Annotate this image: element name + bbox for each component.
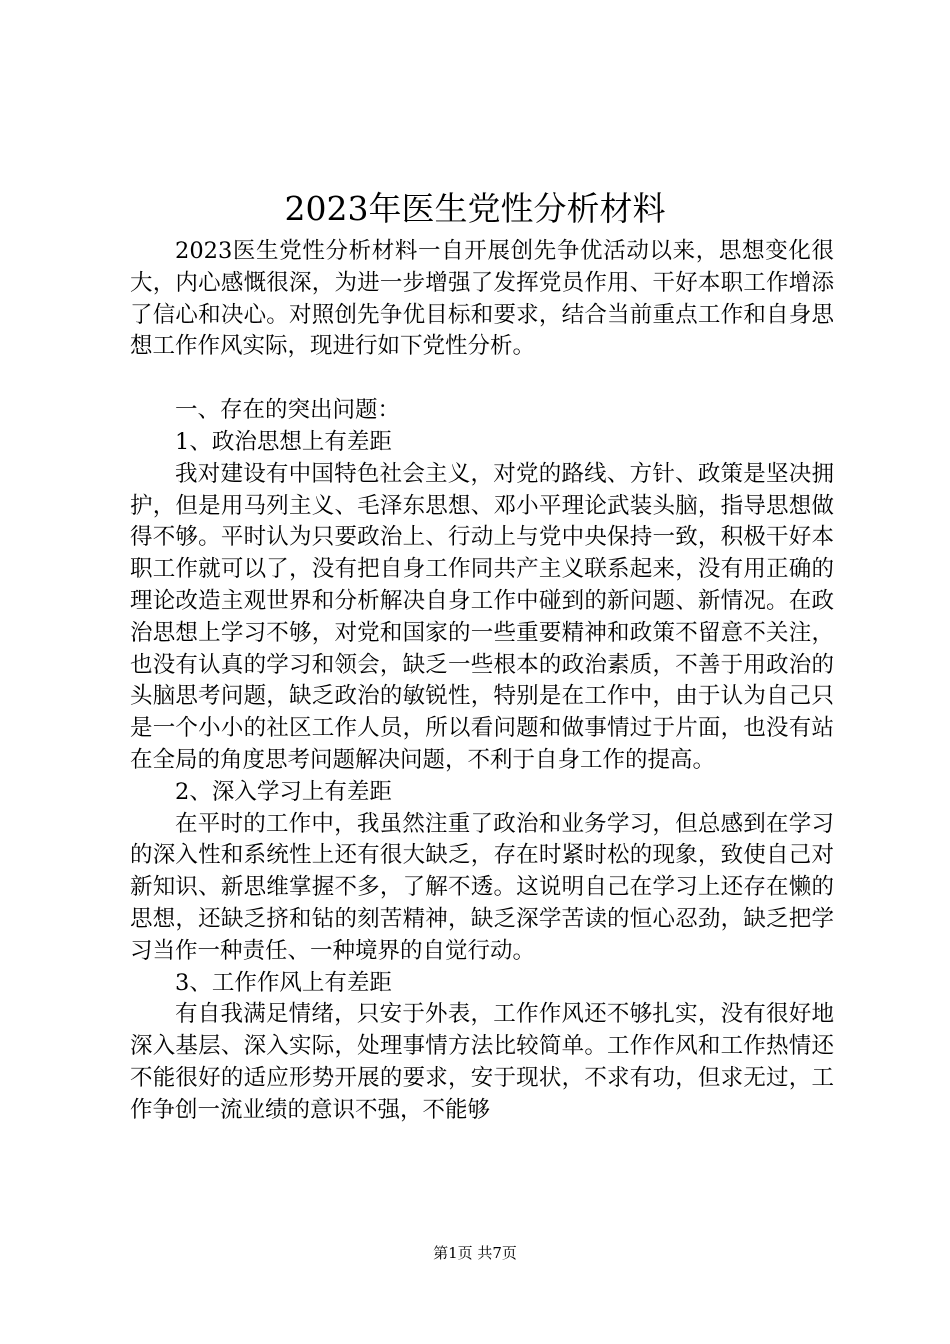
paragraph-deep-study: 在平时的工作中，我虽然注重了政治和业务学习，但总感到在学习的深入性和系统性上还有很大缺乏，存在时紧时松的现象，致使自己对新知识、新思维掌握不多，了解不透。这说明自己在学习上还存在懒的思想，还缺乏挤和钻的刻苦精神，缺乏深学苦读的恒心忍劲，缺乏把学习当作一种责任、一种境界的自觉行动。 bbox=[130, 810, 834, 964]
document-body bbox=[130, 236, 834, 1127]
intro-paragraph: 2023医生党性分析材料一自开展创先争优活动以来，思想变化很大，内心感慨很深，为进一步增强了发挥党员作用、干好本职工作增添了信心和决心。对照创先争优目标和要求，结合当前重点工作和自身思想工作作风实际，现进行如下党性分析。 bbox=[130, 238, 834, 360]
paragraph-work-style: 有自我满足情绪，只安于外表，工作作风还不够扎实，没有很好地深入基层、深入实际，处理事情方法比较简单。工作作风和工作热情还不能很好的适应形势开展的要求，安于现状，不求有功，但求无过，工作争创一流业绩的意识不强，不能够 bbox=[130, 1001, 834, 1123]
paragraph-political-thought: 我对建设有中国特色社会主义，对党的路线、方针、政策是坚决拥护，但是用马列主义、毛泽东思想、邓小平理论武装头脑，指导思想做得不够。平时认为只要政治上、行动上与党中央保持一致，积极干好本职工作就可以了，没有把自身工作同共产主义联系起来，没有用正确的理论改造主观世界和分析解决自身工作中碰到的新问题、新情况。在政治思想上学习不够，对党和国家的一些重要精神和政策不留意不关注，也没有认真的学习和领会，缺乏一些根本的政治素质，不善于用政治的头脑思考问题，缺乏政治的敏锐性，特别是在工作中，由于认为自己只是一个小小的社区工作人员，所以看问题和做事情过于片面，也没有站在全局的角度思考问题解决问题，不利于自身工作的提高。 bbox=[130, 460, 834, 773]
document-title: 2023年医生党性分析材料 bbox=[284, 189, 666, 228]
subheading-work-style: 3、工作作风上有差距 bbox=[175, 969, 392, 996]
subheading-deep-study: 2、深入学习上有差距 bbox=[175, 778, 392, 805]
section-heading-problems: 一、存在的突出问题： bbox=[175, 397, 401, 424]
subheading-political-thought: 1、政治思想上有差距 bbox=[175, 428, 392, 455]
page-number-footer: 第1页 共7页 bbox=[433, 1244, 517, 1262]
